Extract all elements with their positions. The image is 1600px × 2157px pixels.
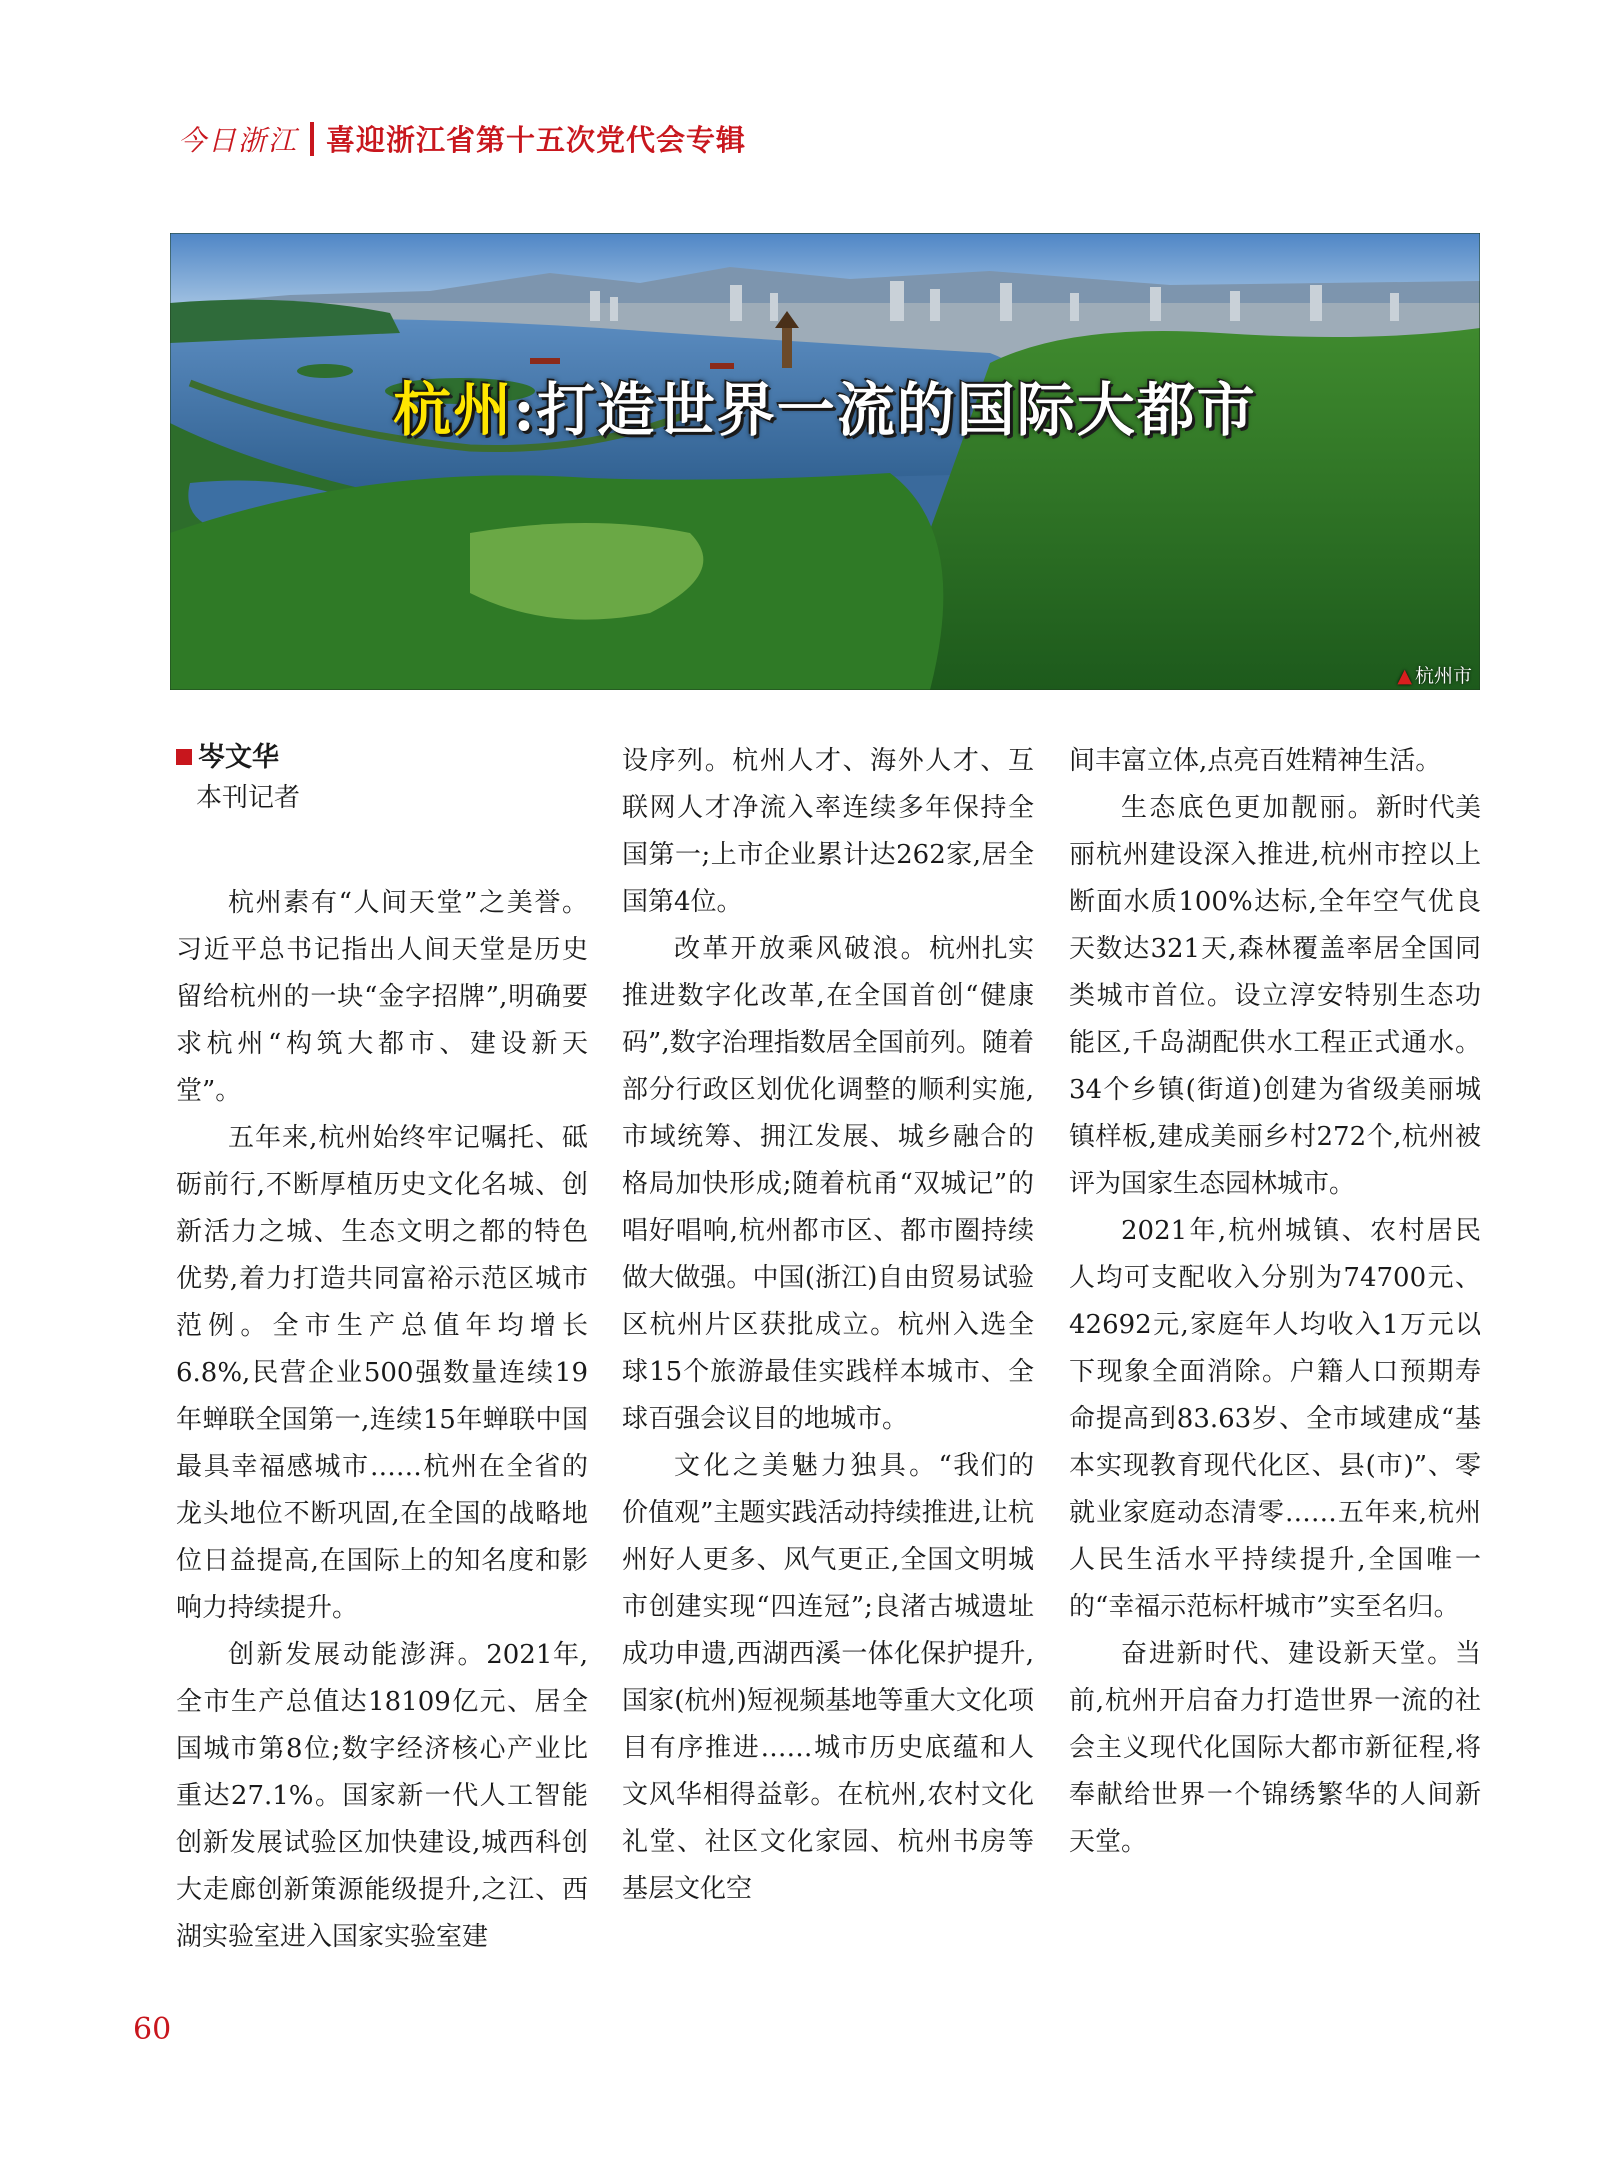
- article-title-rest: :打造世界一流的国际大都市: [513, 376, 1257, 444]
- paragraph-text: 2021年,全市生产总值达18109亿元、居全国城市第8位;数字经济核心产业比重达27.1%。国家新一代人工智能创新发展试验区加快建设,城西科创大走廊创新策源能级提升,之江、西湖实验室进入国家实验室建: [176, 1640, 588, 1952]
- paragraph: [1069, 785, 1481, 1208]
- article-column-1: [176, 738, 588, 1961]
- paragraph-text: “我们的价值观”主题实践活动持续推进,让杭州好人更多、风气更正,全国文明城市创建实现“四连冠”;良渚古城遗址成功申遗,西湖西溪一体化保护提升,国家(杭州)短视频基地等重大文化项目有序推进……城市历史底蕴和人文风华相得益彰。在杭州,农村文化礼堂、社区文化家园、杭州书房等基层文化空: [622, 1451, 1034, 1904]
- section-lead: 生态底色更加靓丽。: [1121, 793, 1376, 823]
- special-issue-title: 喜迎浙江省第十五次党代会专辑: [326, 123, 747, 157]
- caption-triangle-icon: ▲: [1397, 665, 1412, 687]
- page-number: 60: [133, 2012, 172, 2047]
- author-role: 本刊记者: [196, 783, 301, 813]
- article-column-2: [622, 738, 1034, 1913]
- paragraph-text: 新时代美丽杭州建设深入推进,杭州市控以上断面水质100%达标,全年空气优良天数达321天,森林覆盖率居全国同类城市首位。设立淳安特别生态功能区,千岛湖配供水工程正式通水。34个乡镇(街道)创建为省级美丽城镇样板,建成美丽乡村272个,杭州被评为国家生态园林城市。: [1069, 793, 1481, 1199]
- paragraph: 杭州素有“人间天堂”之美誉。习近平总书记指出人间天堂是历史留给杭州的一块“金字招牌”,明确要求杭州“构筑大都市、建设新天堂”。: [176, 888, 588, 1106]
- section-lead: 文化之美魅力独具。: [674, 1451, 939, 1481]
- author-name: 岑文华: [198, 742, 279, 773]
- paragraph: [622, 926, 1034, 1443]
- article-title-city: 杭州: [393, 376, 514, 444]
- header-divider: [310, 122, 314, 156]
- article-column-3: [1069, 738, 1481, 1866]
- paragraph: 间丰富立体,点亮百姓精神生活。: [1069, 746, 1442, 776]
- author-square-icon: [176, 749, 192, 765]
- section-lead: 改革开放乘风破浪。: [674, 934, 929, 964]
- magazine-header: [178, 118, 746, 159]
- paragraph: [622, 1443, 1034, 1913]
- section-lead: 创新发展动能澎湃。: [228, 1640, 487, 1670]
- hero-photo: [170, 233, 1480, 690]
- photo-caption: [1397, 661, 1472, 688]
- paragraph: [176, 1632, 588, 1961]
- west-lake-panorama: [170, 233, 1480, 690]
- paragraph: 奋进新时代、建设新天堂。当前,杭州开启奋力打造世界一流的社会主义现代化国际大都市新征程,将奉献给世界一个锦绣繁华的人间新天堂。: [1069, 1639, 1481, 1857]
- author-line: [176, 738, 588, 778]
- paragraph: 五年来,杭州始终牢记嘱托、砥砺前行,不断厚植历史文化名城、创新活力之城、生态文明之都的特色优势,着力打造共同富裕示范区城市范例。全市生产总值年均增长6.8%,民营企业500强数量连续19年蝉联全国第一,连续15年蝉联中国最具幸福感城市……杭州在全省的龙头地位不断巩固,在全国的战略地位日益提高,在国际上的知名度和影响力持续提升。: [176, 1123, 588, 1623]
- paragraph-text: 杭州扎实推进数字化改革,在全国首创“健康码”,数字治理指数居全国前列。随着部分行政区划优化调整的顺利实施,市域统筹、拥江发展、城乡融合的格局加快形成;随着杭甬“双城记”的唱好唱响,杭州都市区、都市圈持续做大做强。中国(浙江)自由贸易试验区杭州片区获批成立。杭州入选全球15个旅游最佳实践样本城市、全球百强会议目的地城市。: [622, 934, 1034, 1434]
- paragraph: 设序列。杭州人才、海外人才、互联网人才净流入率连续多年保持全国第一;上市企业累计达262家,居全国第4位。: [622, 746, 1034, 917]
- magazine-logo: 今日浙江: [178, 123, 299, 157]
- paragraph: 2021年,杭州城镇、农村居民人均可支配收入分别为74700元、42692元,家庭年人均收入1万元以下现象全面消除。户籍人口预期寿命提高到83.63岁、全市域建成“基本实现教育现代化区、县(市)”、零就业家庭动态清零……五年来,杭州人民生活水平持续提升,全国唯一的“幸福示范标杆城市”实至名归。: [1069, 1216, 1481, 1622]
- photo-caption-text: 杭州市: [1414, 665, 1472, 687]
